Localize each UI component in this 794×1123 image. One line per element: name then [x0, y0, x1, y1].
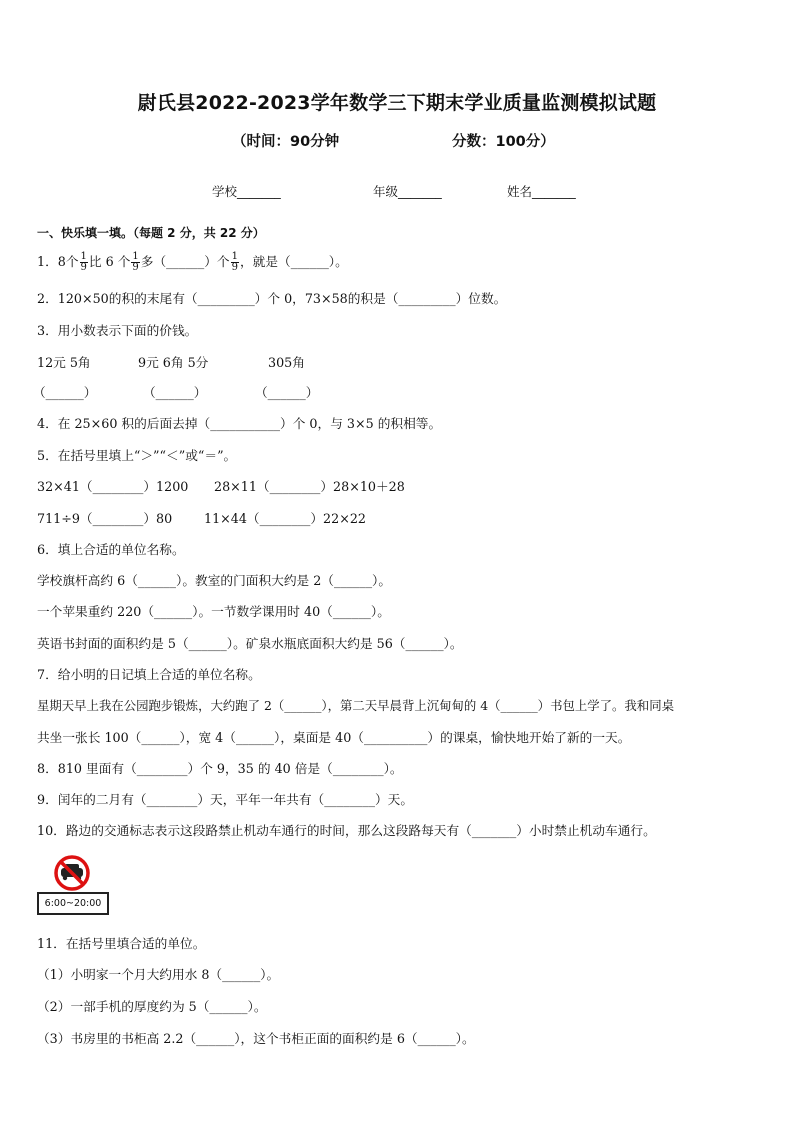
q3-price-1: 12元 5角 — [37, 355, 91, 370]
q11-item-1: （1）小明家一个月大约用水 8（______）。 — [37, 967, 280, 982]
section-heading: 一、快乐填一填。（每题 2 分，共 22 分） — [37, 226, 265, 240]
question-11: 11．在括号里填合适的单位。 — [37, 936, 206, 951]
sign-time-plate: 6:00~20:00 — [37, 892, 109, 915]
grade-field[interactable]: 年级_______ — [373, 184, 442, 199]
q1-text-c: 多（______）个 — [140, 254, 230, 269]
question-6: 6．填上合适的单位名称。 — [37, 542, 185, 557]
fraction-one-ninth: $\frac{1}{9}$ — [132, 251, 139, 273]
question-2: 2．120×50的积的末尾有（_________）个 0，73×58的积是（_________）位数。 — [37, 291, 507, 306]
question-3: 3．用小数表示下面的价钱。 — [37, 323, 198, 338]
question-9: 9．闰年的二月有（________）天，平年一年共有（________）天。 — [37, 792, 414, 807]
q1-text-b: 比 6 个 — [88, 254, 131, 269]
q11-item-2: （2）一部手机的厚度约为 5（______）。 — [37, 999, 267, 1014]
q5-compare-2: 28×11（________）28×10＋28 — [214, 479, 405, 494]
q5-compare-3: 711÷9（________）80 — [37, 511, 173, 526]
q6-line-2: 一个苹果重约 220（______）。一节数学课用时 40（______）。 — [37, 604, 390, 619]
q7-line-2: 共坐一张长 100（______），宽 4（______），桌面是 40（__________）的课桌，愉快地开始了新的一天。 — [37, 730, 631, 745]
name-field[interactable]: 姓名_______ — [507, 184, 576, 199]
fraction-one-ninth: $\frac{1}{9}$ — [231, 251, 238, 273]
exam-score: 分数：100分） — [452, 134, 555, 150]
q3-price-3: 305角 — [268, 355, 305, 370]
q1-text-a: 1．8个 — [37, 254, 79, 269]
question-7: 7．给小明的日记填上合适的单位名称。 — [37, 667, 261, 682]
q11-item-3: （3）书房里的书柜高 2.2（______），这个书柜正面的面积约是 6（______）。 — [37, 1031, 475, 1046]
q5-compare-1: 32×41（________）1200 — [37, 479, 189, 494]
question-10: 10．路边的交通标志表示这段路禁止机动车通行的时间，那么这段路每天有（_______）小时禁止机动车通行。 — [37, 823, 656, 838]
q6-line-1: 学校旗杆高约 6（______）。教室的门面积大约是 2（______）。 — [37, 573, 392, 588]
q3-blank-3[interactable]: （______） — [255, 385, 319, 400]
q6-line-3: 英语书封面的面积约是 5（______）。矿泉水瓶底面积大约是 56（______）。 — [37, 636, 463, 651]
exam-time: （时间：90分钟 — [232, 134, 340, 150]
question-8: 8．810 里面有（________）个 9，35 的 40 倍是（________）。 — [37, 761, 403, 776]
q5-compare-4: 11×44（________）22×22 — [204, 511, 366, 526]
question-5: 5．在括号里填上“＞”“＜”或“＝”。 — [37, 448, 237, 463]
school-field[interactable]: 学校_______ — [212, 184, 281, 199]
fraction-one-ninth: $\frac{1}{9}$ — [80, 251, 87, 273]
q1-text-d: ，就是（______）。 — [239, 254, 348, 269]
q3-price-2: 9元 6角 5分 — [138, 355, 209, 370]
question-4: 4．在 25×60 积的后面去掉（___________）个 0，与 3×5 的积相等。 — [37, 416, 442, 431]
page-title: 尉氏县2022-2023学年数学三下期末学业质量监测模拟试题 — [137, 92, 657, 114]
question-1 — [37, 252, 348, 273]
q3-blank-1[interactable]: （______） — [33, 385, 97, 400]
q3-blank-2[interactable]: （______） — [143, 385, 207, 400]
q7-line-1: 星期天早上我在公园跑步锻炼，大约跑了 2（______），第二天早晨背上沉甸甸的 4（______）书包上学了。我和同桌 — [37, 698, 674, 713]
